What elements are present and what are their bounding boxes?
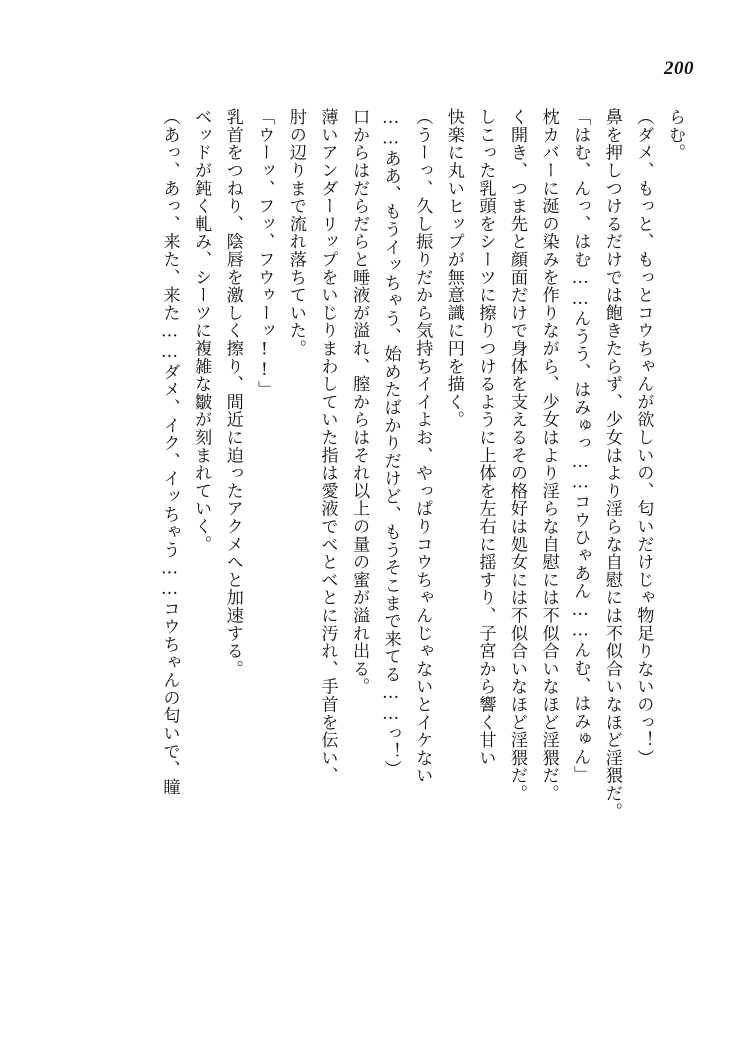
body-paragraph: 鼻を押しつけるだけでは飽きたらず、少女はより淫らな自慰には不似合いなほど淫猥だ。 (601, 108, 622, 820)
page-number: 200 (664, 58, 694, 79)
body-paragraph: （ダメ、もっと、もっとコウちゃんが欲しいの、匂いだけじゃ物足りないのっ！） (633, 108, 654, 767)
body-paragraph: ベッドが鈍く軋み、シーツに複雑な皺が刻まれていく。 (191, 108, 212, 553)
body-paragraph: らむ。 (665, 108, 685, 162)
page-body-text (46, 108, 690, 953)
body-paragraph: 薄いアンダーリップをいじりまわしていた指は愛液でべとべとに汚れ、手首を伝い、 (317, 108, 338, 785)
body-paragraph: 口からはだらだらと唾液が溢れ、膣からはそれ以上の量の蜜が溢れ出る。 (349, 108, 370, 696)
body-paragraph: 肘の辺りまで流れ落ちていた。 (285, 108, 306, 358)
body-paragraph: 快楽に丸いヒップが無意識に円を描く。 (443, 108, 464, 429)
body-paragraph: （うーっ、久し振りだから気持ちイイよお、やっぱりコウちゃんじゃないとイケない (412, 108, 433, 785)
body-paragraph: ……ああ、もうイッちゃう、始めたばかりだけど、もうそこまで来てる……っ！） (380, 108, 401, 778)
body-paragraph: 「はむ、んっ、はむ……んうう、はみゅっ……コウひゃあん……んむ、はみゅん」 (570, 108, 591, 784)
body-paragraph: 「ウーッ、フッ、フウゥーッ!!」 (254, 108, 275, 399)
body-paragraph: く開き、つま先と顔面だけで身体を支えるその格好は処女には不似合いなほど淫猥だ。 (507, 108, 528, 803)
body-paragraph: 乳首をつねり、陰唇を激しく擦り、間近に迫ったアクメへと加速する。 (222, 108, 243, 678)
body-paragraph: 枕カバーに涎の染みを作りながら、少女はより淫らな自慰には不似合いなほど淫猥だ。 (538, 108, 559, 803)
body-paragraph: （あっ、あっ、来た、来た……ダメ、イク、イッちゃう……コウちゃんの匂いで、瞳 (159, 108, 180, 796)
body-paragraph: しこった乳頭をシーツに擦りつけるように上体を左右に揺すり、子宮から響く甘い (475, 108, 496, 767)
